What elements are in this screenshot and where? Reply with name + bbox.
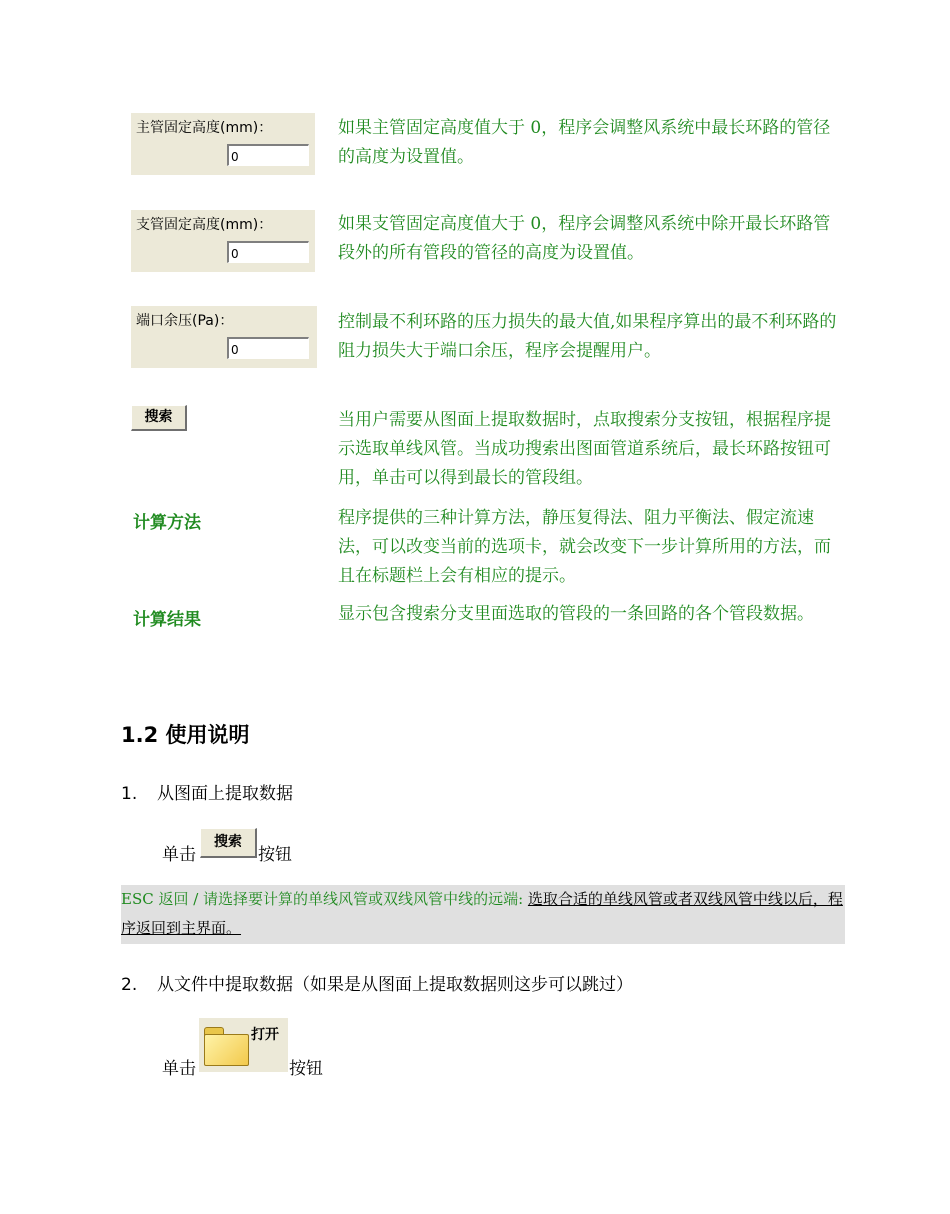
branch-pipe-height-desc: 如果支管固定高度值大于 0，程序会调整风系统中除开最长环路管段外的所有管段的管径的高度为设置值。 (338, 214, 831, 263)
command-prompt-text: ESC 返回 / 请选择要计算的单线风管或双线风管中线的远端: (121, 890, 524, 908)
step-1 (121, 779, 293, 804)
main-pipe-height-desc: 如果主管固定高度值大于 0，程序会调整风系统中最长环路的管径的高度为设置值。 (338, 118, 831, 167)
step-2-click-suffix: 按钮 (289, 1059, 323, 1079)
port-pressure-widget (131, 306, 317, 368)
step-2-text: 从文件中提取数据（如果是从图面上提取数据则这步可以跳过） (157, 975, 633, 995)
step-2-number: 2. (121, 975, 138, 995)
step-2-click-prefix: 单击 (162, 1059, 196, 1079)
open-button-label: 打开 (251, 1027, 279, 1043)
command-line-prompt (121, 885, 845, 944)
folder-icon (204, 1027, 249, 1065)
main-pipe-height-input[interactable] (227, 144, 309, 166)
port-pressure-desc: 控制最不利环路的压力损失的最大值,如果程序算出的最不利环路的阻力损失大于端口余压，程序会提醒用户。 (338, 312, 837, 361)
step-2 (121, 970, 633, 995)
open-button[interactable] (199, 1018, 288, 1072)
calc-result-label: 计算结果 (133, 610, 201, 630)
step-1-click-suffix: 按钮 (258, 845, 292, 865)
calc-method-label: 计算方法 (133, 513, 201, 533)
branch-pipe-height-widget (131, 210, 315, 272)
search-button-inline[interactable]: 搜索 (200, 828, 257, 858)
main-pipe-height-widget (131, 113, 315, 175)
calc-result-desc: 显示包含搜索分支里面选取的管段的一条回路的各个管段数据。 (338, 604, 814, 624)
branch-pipe-height-label: 支管固定高度(mm)： (136, 217, 273, 233)
step-1-number: 1. (121, 784, 138, 804)
main-pipe-height-label: 主管固定高度(mm)： (136, 120, 273, 136)
section-heading: 1.2 使用说明 (121, 723, 250, 747)
step-1-click-prefix: 单击 (162, 845, 196, 865)
step-1-text: 从图面上提取数据 (157, 784, 293, 804)
branch-pipe-height-input[interactable] (227, 241, 309, 263)
search-button[interactable]: 搜索 (131, 405, 187, 431)
port-pressure-label: 端口余压(Pa)： (136, 313, 234, 329)
calc-method-desc: 程序提供的三种计算方法，静压复得法、阻力平衡法、假定流速法，可以改变当前的选项卡，就会改变下一步计算所用的方法，而且在标题栏上会有相应的提示。 (338, 508, 831, 586)
search-desc: 当用户需要从图面上提取数据时，点取搜索分支按钮，根据程序提示选取单线风管。当成功搜索出图面管道系统后，最长环路按钮可用，单击可以得到最长的管段组。 (338, 410, 831, 488)
port-pressure-input[interactable] (227, 337, 309, 359)
command-hint-text: 选取合适的单线风管或者双线风管中线以后，程序返回到主界面。 (121, 890, 843, 937)
step-1-instruction (162, 840, 196, 865)
